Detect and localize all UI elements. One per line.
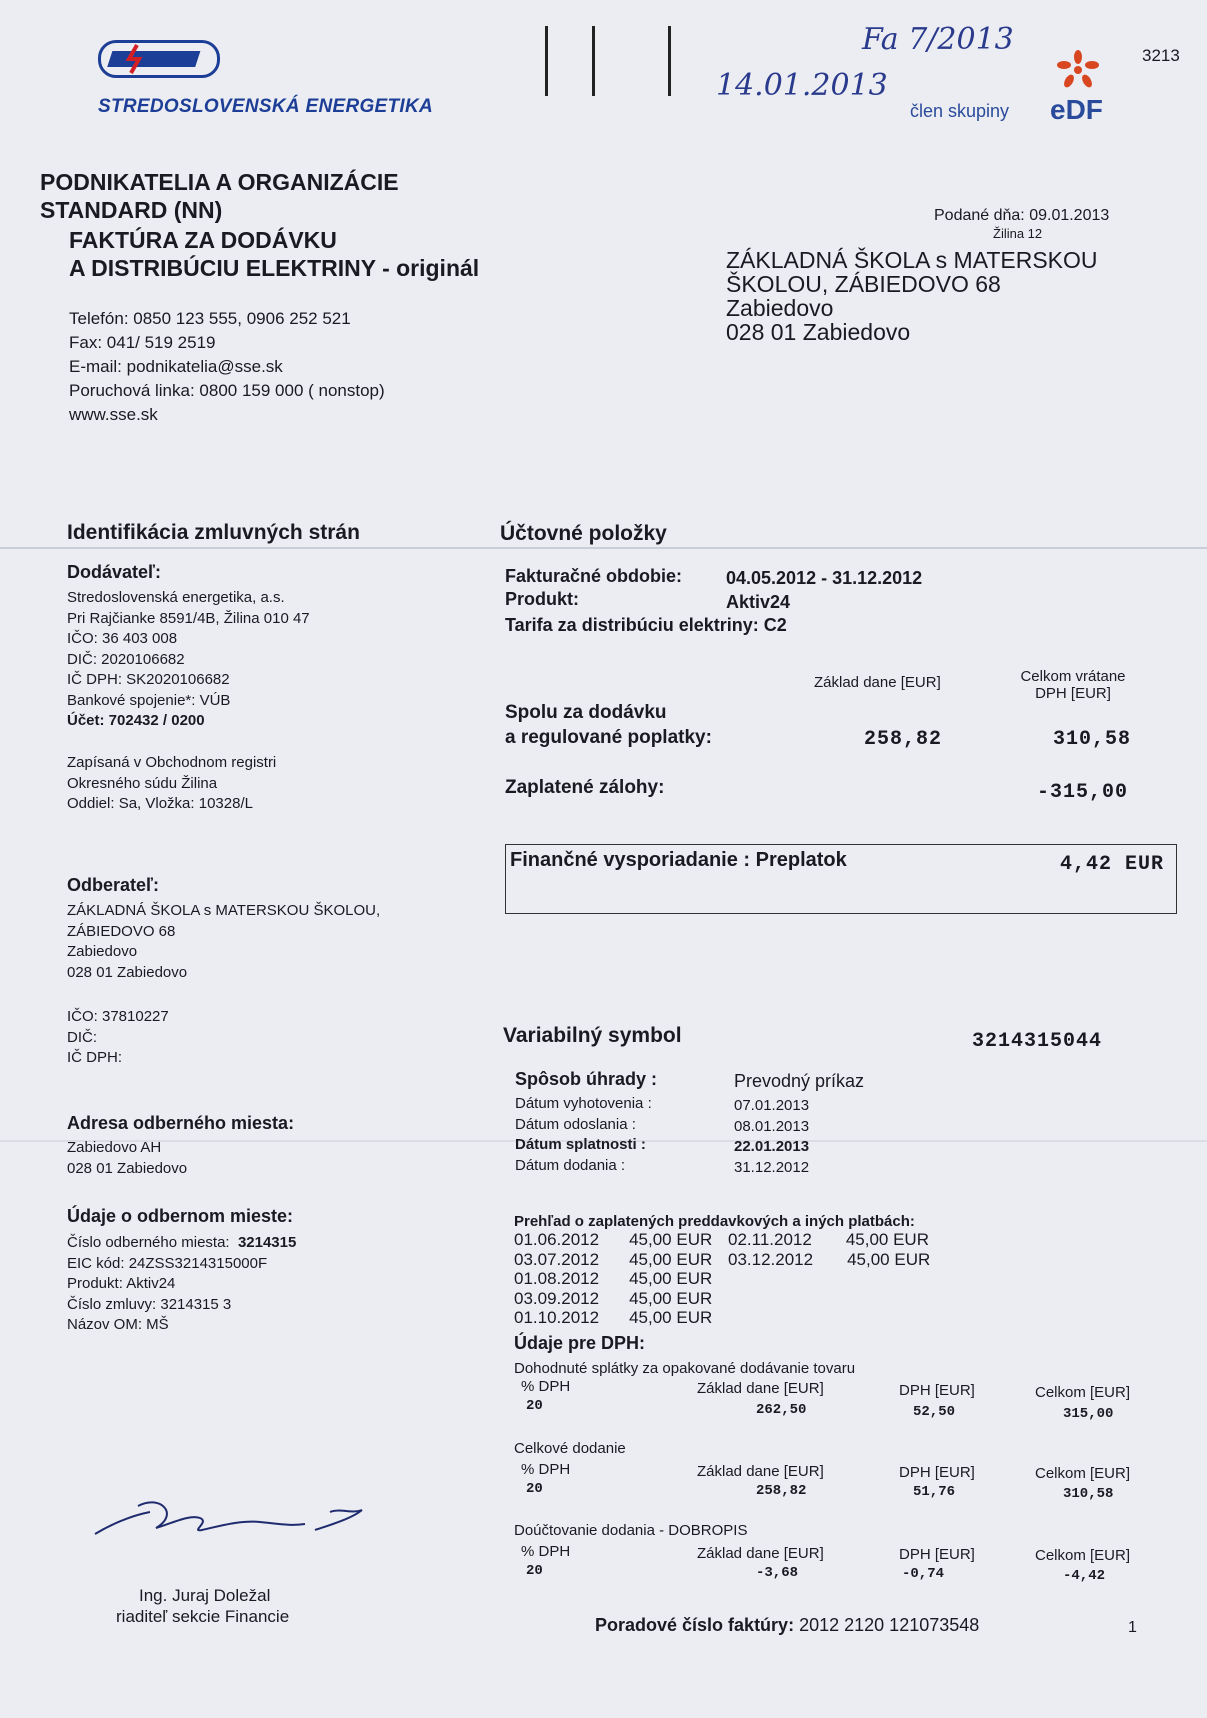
submitted-office: Žilina 12	[993, 226, 1043, 241]
vat-vat: 51,76	[913, 1484, 956, 1500]
site-heading: Adresa odberného miesta:	[67, 1113, 295, 1133]
site-data-line: EIC kód: 24ZSS3214315000F	[67, 1254, 268, 1272]
advances-total: -315,00	[1037, 781, 1129, 804]
supplier-heading: Dodávateľ:	[67, 562, 161, 582]
sum-label-line: Spolu za dodávku	[505, 702, 667, 723]
invoice-number: 2012 2120 121073548	[799, 1615, 980, 1635]
period-label: Fakturačné obdobie:	[505, 566, 683, 586]
advance-amount: 45,00 EUR	[847, 1249, 931, 1269]
customer-id-line: IČO: 37810227	[67, 1008, 169, 1025]
var-symbol-label: Variabilný symbol	[503, 1024, 682, 1047]
edf-flower-icon	[1050, 48, 1106, 97]
sum-base: 258,82	[864, 728, 943, 751]
col-total-header-line: Celkom vrátane	[1020, 668, 1126, 685]
register-line: Zapísaná v Obchodnom registri	[67, 754, 277, 771]
advance-row	[514, 1250, 712, 1270]
parties-heading: Identifikácia zmluvných strán	[67, 521, 360, 544]
handwritten-date: 14.01.2013	[716, 68, 888, 103]
issue-date: 07.01.2013	[734, 1097, 810, 1114]
site-line: 028 01 Zabiedovo	[67, 1159, 188, 1177]
supplier-line: IČ DPH: SK2020106682	[67, 671, 230, 688]
customer-ids	[67, 1007, 169, 1069]
contact-web: www.sse.sk	[69, 405, 158, 424]
settlement-value: 4,42 EUR	[1060, 853, 1165, 876]
col-total-header	[1015, 668, 1131, 702]
var-symbol: 3214315044	[972, 1030, 1103, 1053]
customer-id-line: IČ DPH:	[67, 1049, 123, 1066]
site-data-line: Názov OM: MŠ	[67, 1316, 169, 1333]
sum-total: 310,58	[1053, 728, 1132, 751]
signer-role: riaditeľ sekcie Financie	[116, 1607, 290, 1626]
site-block	[67, 1138, 187, 1179]
col-total-header-line: DPH [EUR]	[1035, 685, 1111, 702]
customer-heading: Odberateľ:	[67, 875, 159, 895]
advance-row	[728, 1250, 930, 1270]
recipient-line: ŠKOLOU, ZÁBIEDOVO 68	[726, 271, 1001, 297]
advance-date: 03.09.2012	[514, 1288, 600, 1308]
advance-date: 01.10.2012	[514, 1308, 600, 1327]
settlement-label: Finančné vysporiadanie : Preplatok	[510, 849, 847, 871]
sse-logo	[98, 40, 220, 78]
vat-block-title: Dohodnuté splátky za opakované dodávanie tovaru	[514, 1360, 856, 1377]
supplier-line: Pri Rajčianke 8591/4B, Žilina 010 47	[67, 609, 310, 627]
issue-label: Dátum vyhotovenia :	[515, 1095, 652, 1112]
vat-col-vat: DPH [EUR]	[899, 1546, 975, 1563]
advance-date: 01.06.2012	[514, 1230, 600, 1249]
register-line: Oddiel: Sa, Vložka: 10328/L	[67, 795, 253, 812]
advance-amount: 45,00 EUR	[629, 1249, 713, 1269]
delivery-label: Dátum dodania :	[515, 1156, 626, 1174]
vat-rate: 20	[526, 1481, 543, 1497]
advance-row	[514, 1230, 712, 1250]
site-number-row	[67, 1233, 296, 1254]
recipient-line: Zabiedovo	[726, 295, 834, 321]
customer-block	[67, 901, 380, 983]
advances-label: Zaplatené zálohy:	[505, 777, 665, 798]
product-value: Aktiv24	[726, 592, 791, 612]
contact-hotline: Poruchová linka: 0800 159 000 ( nonstop)	[69, 381, 385, 400]
site-data-heading: Údaje o odbernom mieste:	[67, 1206, 294, 1226]
title-line: A DISTRIBÚCIU ELEKTRINY - originál	[69, 255, 480, 281]
vat-col-total: Celkom [EUR]	[1035, 1384, 1131, 1401]
advance-amount: 45,00 EUR	[629, 1230, 713, 1249]
contact-email: E-mail: podnikatelia@sse.sk	[69, 357, 283, 376]
advance-date: 02.11.2012	[728, 1230, 812, 1249]
recipient-line: 028 01 Zabiedovo	[726, 319, 911, 345]
vat-base: 262,50	[756, 1402, 807, 1418]
invoice-number-row	[595, 1615, 979, 1636]
sent-date: 08.01.2013	[734, 1117, 810, 1135]
advance-amount: 45,00 EUR	[629, 1288, 713, 1308]
dates-labels	[515, 1094, 652, 1176]
customer-line: Zabiedovo	[67, 943, 138, 960]
advance-date: 03.12.2012	[728, 1249, 814, 1269]
vat-col-rate: % DPH	[521, 1461, 571, 1478]
vat-heading: Údaje pre DPH:	[514, 1333, 646, 1353]
paper-fold	[0, 547, 1207, 549]
vat-vat: 52,50	[913, 1404, 956, 1420]
supplier-line: DIČ: 2020106682	[67, 650, 185, 668]
contact-phone: Telefón: 0850 123 555, 0906 252 521	[69, 309, 351, 328]
advance-amount: 45,00 EUR	[629, 1269, 713, 1288]
supplier-account: Účet: 702432 / 0200	[67, 712, 205, 729]
vat-vat: -0,74	[902, 1566, 945, 1582]
signature	[90, 1484, 390, 1559]
supplier-line: Bankové spojenie*: VÚB	[67, 691, 231, 709]
register-block	[67, 753, 276, 815]
advance-row	[514, 1269, 712, 1289]
submitted-date: Podané dňa: 09.01.2013	[934, 207, 1110, 224]
recipient-line: ZÁKLADNÁ ŠKOLA s MATERSKOU	[726, 247, 1098, 273]
period-value: 04.05.2012 - 31.12.2012	[726, 568, 923, 588]
vat-rate: 20	[526, 1398, 543, 1414]
recipient-address	[726, 248, 1098, 344]
site-data-block	[67, 1233, 296, 1336]
advances-heading: Prehľad o zaplatených preddavkových a iných platbách:	[514, 1213, 915, 1230]
site-data-line: Číslo zmluvy: 3214315 3	[67, 1295, 232, 1313]
delivery-date: 31.12.2012	[734, 1158, 810, 1176]
advance-row	[514, 1289, 712, 1309]
due-label: Dátum splatnosti :	[515, 1136, 646, 1153]
vat-col-vat: DPH [EUR]	[899, 1464, 975, 1481]
register-line: Okresného súdu Žilina	[67, 774, 218, 792]
tariff-label: Tarifa za distribúciu elektriny:	[505, 615, 759, 635]
vat-col-total: Celkom [EUR]	[1035, 1547, 1131, 1564]
contact-fax: Fax: 041/ 519 2519	[69, 333, 216, 352]
supplier-block	[67, 588, 310, 732]
supplier-line: IČO: 36 403 008	[67, 630, 178, 647]
site-line: Zabiedovo AH	[67, 1139, 162, 1156]
page-number: 1	[1128, 1619, 1137, 1636]
vat-total: 315,00	[1063, 1406, 1114, 1422]
title-line: FAKTÚRA ZA DODÁVKU	[69, 227, 337, 253]
signer-name: Ing. Juraj Doležal	[139, 1586, 271, 1605]
sum-label	[505, 700, 712, 750]
title-line: STANDARD (NN)	[40, 197, 223, 223]
customer-id-line: DIČ:	[67, 1028, 97, 1046]
barcode-bar	[592, 26, 595, 96]
advances-right	[728, 1230, 930, 1269]
method-label: Spôsob úhrady :	[515, 1069, 658, 1089]
vat-rate: 20	[526, 1563, 543, 1579]
site-number-label: Číslo odberného miesta:	[67, 1234, 230, 1251]
barcode-bar	[668, 26, 671, 96]
advance-date: 01.08.2012	[514, 1269, 600, 1288]
advance-amount: 45,00 EUR	[629, 1308, 713, 1327]
site-data-line: Produkt: Aktiv24	[67, 1275, 176, 1292]
advance-date: 03.07.2012	[514, 1249, 600, 1269]
tariff-row	[505, 615, 787, 636]
vat-col-rate: % DPH	[521, 1543, 571, 1560]
tariff-value: C2	[763, 615, 787, 635]
sum-label-line: a regulované poplatky:	[505, 727, 712, 748]
vat-total: 310,58	[1063, 1486, 1114, 1502]
supplier-line: Stredoslovenská energetika, a.s.	[67, 589, 285, 606]
due-date: 22.01.2013	[734, 1138, 810, 1155]
invoice-number-label: Poradové číslo faktúry:	[595, 1615, 795, 1635]
vat-col-rate: % DPH	[521, 1378, 571, 1395]
dates-values	[734, 1096, 809, 1178]
sent-label: Dátum odoslania :	[515, 1115, 636, 1133]
stamp-number: 3213	[1142, 46, 1180, 65]
edf-logo: eDF	[1050, 94, 1103, 125]
barcode-bar	[545, 26, 548, 96]
customer-line: 028 01 Zabiedovo	[67, 963, 188, 981]
handwritten-ref: Fa 7/2013	[862, 22, 1014, 57]
col-base-header: Základ dane [EUR]	[814, 674, 941, 691]
vat-col-total: Celkom [EUR]	[1035, 1465, 1131, 1482]
product-label: Produkt:	[505, 589, 579, 609]
advance-amount: 45,00 EUR	[845, 1230, 929, 1249]
vat-col-vat: DPH [EUR]	[899, 1382, 975, 1399]
vat-block-title: Celkové dodanie	[514, 1440, 626, 1457]
vat-col-base: Základ dane [EUR]	[697, 1545, 824, 1562]
contact-block	[69, 307, 385, 427]
advance-row	[728, 1230, 930, 1250]
vat-base: -3,68	[756, 1565, 799, 1581]
customer-line: ZÁBIEDOVO 68	[67, 922, 176, 940]
advances-left	[514, 1230, 712, 1328]
advance-row	[514, 1308, 712, 1328]
vat-block-title: Doúčtovanie dodania - DOBROPIS	[514, 1522, 748, 1539]
brand-name: STREDOSLOVENSKÁ ENERGETIKA	[98, 96, 434, 117]
vat-col-base: Základ dane [EUR]	[697, 1463, 824, 1480]
site-number: 3214315	[237, 1234, 297, 1251]
billing-heading: Účtovné položky	[500, 522, 667, 545]
customer-line: ZÁKLADNÁ ŠKOLA s MATERSKOU ŠKOLOU,	[67, 902, 381, 919]
vat-total: -4,42	[1063, 1568, 1106, 1584]
title-line: PODNIKATELIA A ORGANIZÁCIE	[40, 169, 399, 195]
group-label: člen skupiny	[910, 101, 1010, 121]
vat-base: 258,82	[756, 1483, 807, 1499]
vat-col-base: Základ dane [EUR]	[697, 1380, 824, 1397]
method-value: Prevodný príkaz	[734, 1071, 865, 1091]
